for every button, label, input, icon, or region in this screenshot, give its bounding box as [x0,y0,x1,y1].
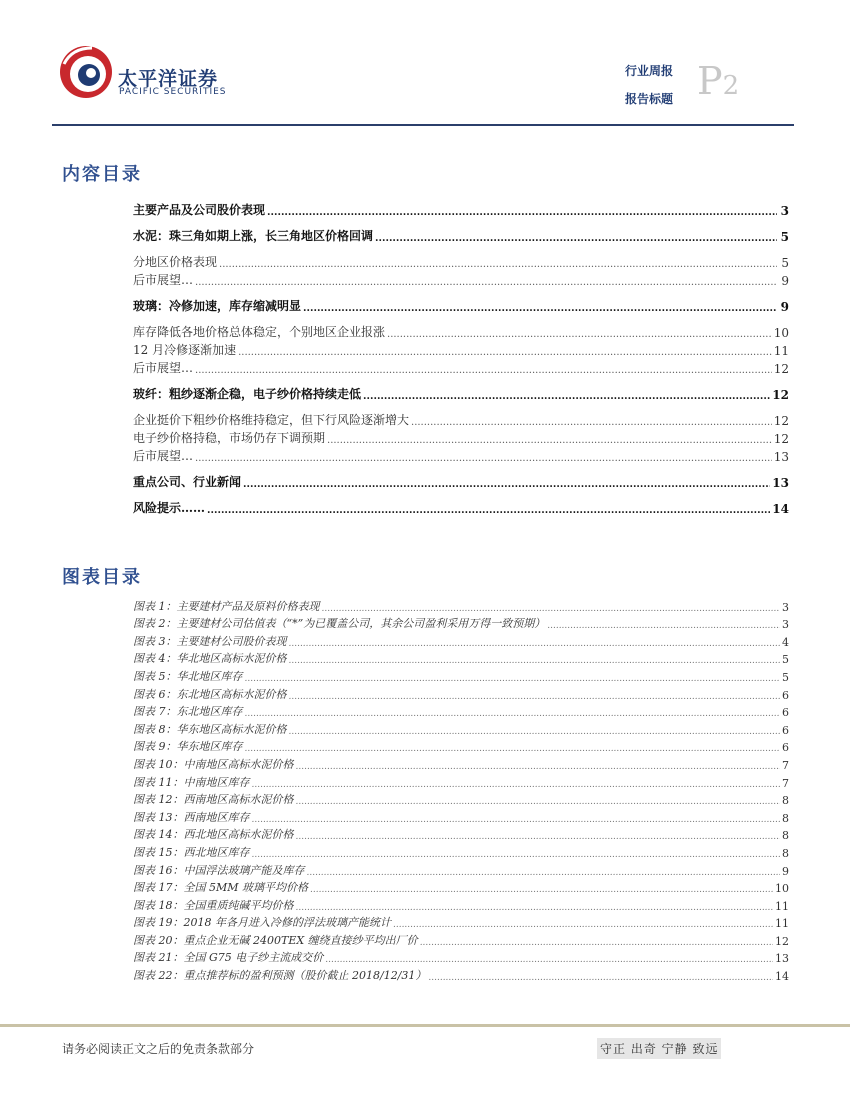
toc-entry[interactable] [133,410,789,428]
table-of-contents [133,200,789,516]
figure-entry[interactable] [133,895,789,913]
figure-leader-dots [296,797,781,807]
toc-entry[interactable] [133,322,789,340]
toc-entry[interactable] [133,252,789,270]
figure-entry-page: 9 [782,864,789,878]
page-header [0,0,850,130]
toc-entry-label: 后市展望… [133,361,194,375]
figure-entry[interactable] [133,631,789,649]
figure-entry-label: 图表 15：西北地区库存 [133,845,250,859]
figure-entry[interactable] [133,842,789,860]
toc-leader-dots [195,277,777,288]
figure-leader-dots [252,815,781,825]
toc-entry-page: 12 [773,432,789,446]
footer-disclaimer: 请务必阅读正文之后的免责条款部分 [62,1042,255,1056]
figure-leader-dots [296,832,781,842]
figure-entry-label: 图表 4：华北地区高标水泥价格 [133,652,287,666]
figure-leader-dots [322,604,781,614]
figure-entry[interactable] [133,790,789,808]
toc-entry-label: 电子纱价格持稳，市场仍存下调预期 [133,431,326,445]
figure-leader-dots [289,692,781,702]
figure-entry-label: 图表 19：2018 年各月进入冷修的浮法玻璃产能统计 [133,916,391,930]
figure-entry-page: 10 [775,882,789,896]
figure-entry[interactable] [133,807,789,825]
figure-entry-page: 5 [782,653,789,667]
figure-entry[interactable] [133,702,789,720]
figure-entry-page: 7 [782,776,789,790]
toc-entry-page: 9 [780,300,789,314]
figure-entry[interactable] [133,948,789,966]
figure-entry-label: 图表 5：华北地区库存 [133,669,243,683]
toc-leader-dots [243,479,770,490]
figure-leader-dots [307,868,781,878]
figure-entry[interactable] [133,754,789,772]
toc-entry[interactable] [133,446,789,464]
figure-entry-page: 8 [782,829,789,843]
toc-entry[interactable] [133,358,789,376]
toc-entry-page: 5 [780,230,789,244]
figure-entry-label: 图表 14：西北地区高标水泥价格 [133,828,294,842]
toc-leader-dots [219,259,777,270]
toc-entry[interactable] [133,270,789,288]
figure-entry[interactable] [133,772,789,790]
figure-leader-dots [289,727,781,737]
figure-entry-label: 图表 22：重点推荐标的盈利预测（股价截止 2018/12/31） [133,969,427,983]
figure-leader-dots [245,709,781,719]
figures-title: 图表目录 [62,567,142,588]
toc-entry[interactable] [133,296,789,314]
header-divider [52,124,794,126]
toc-leader-dots [375,233,777,244]
toc-entry-page: 5 [781,256,789,270]
toc-entry-page: 12 [773,362,789,376]
toc-entry[interactable] [133,384,789,402]
figure-leader-dots [325,955,773,965]
figure-leader-dots [420,938,773,948]
figure-entry-label: 图表 7：东北地区库存 [133,705,243,719]
toc-entry-label: 库存降低各地价格总体稳定，个别地区企业报涨 [133,325,386,339]
toc-entry-page: 9 [781,274,789,288]
footer-divider [0,1024,850,1027]
figure-entry-label: 图表 18：全国重质纯碱平均价格 [133,898,294,912]
figure-entry-label: 图表 1：主要建材产品及原料价格表现 [133,599,320,613]
figure-entry-label: 图表 11：中南地区库存 [133,775,250,789]
figure-entry-page: 11 [775,917,789,931]
figure-entry[interactable] [133,614,789,632]
footer-motto: 守正 出奇 宁静 致远 [597,1038,721,1059]
toc-entry-label: 水泥：珠三角如期上涨，长三角地区价格回调 [133,229,374,243]
toc-entry[interactable] [133,472,789,490]
figure-leader-dots [289,656,781,666]
figure-leader-dots [252,780,781,790]
toc-entry-label: 企业挺价下粗纱价格维持稳定，但下行风险逐渐增大 [133,413,410,427]
figure-entry[interactable] [133,825,789,843]
figure-entry-label: 图表 9：华东地区库存 [133,740,243,754]
figure-entry-label: 图表 3：主要建材公司股价表现 [133,634,287,648]
figure-entry-page: 6 [782,688,789,702]
report-type: 行业周报 [625,64,674,78]
toc-entry-page: 12 [772,388,789,402]
figure-entry-label: 图表 8：华东地区高标水泥价格 [133,722,287,736]
figure-leader-dots [310,885,773,895]
toc-entry-page: 3 [780,204,789,218]
figure-entry-page: 13 [775,952,789,966]
figure-entry-label: 图表 16：中国浮法玻璃产能及库存 [133,863,305,877]
figure-entry[interactable] [133,649,789,667]
figure-entry-page: 14 [775,970,789,984]
page-prefix: P [697,59,723,103]
figure-entry-label: 图表 17：全国 5MM 玻璃平均价格 [133,881,309,895]
figure-entry[interactable] [133,878,789,896]
figure-entry-label: 图表 10：中南地区高标水泥价格 [133,757,294,771]
toc-leader-dots [327,435,772,446]
figure-entry-page: 11 [775,899,789,913]
figure-leader-dots [245,744,781,754]
figure-entry-page: 12 [775,934,789,948]
figure-leader-dots [296,762,781,772]
figure-entry-page: 7 [782,758,789,772]
toc-entry[interactable] [133,226,789,244]
toc-leader-dots [207,505,770,516]
figure-leader-dots [547,621,780,631]
figure-entry[interactable] [133,930,789,948]
toc-leader-dots [387,329,772,340]
figure-entry[interactable] [133,965,789,983]
toc-leader-dots [195,453,772,464]
toc-entry-label: 玻璃：冷修加速，库存缩减明显 [133,299,302,313]
toc-entry-label: 12 月冷修逐渐加速 [133,343,237,357]
toc-entry-label: 重点公司、行业新闻 [133,475,242,489]
toc-leader-dots [411,417,772,428]
toc-entry[interactable] [133,428,789,446]
toc-entry[interactable] [133,498,789,516]
pacific-securities-logo-icon [58,44,114,100]
figure-leader-dots [252,850,781,860]
figure-leader-dots [245,674,781,684]
list-of-figures [133,596,789,983]
toc-entry-page: 11 [773,344,789,358]
toc-entry-page: 13 [772,476,789,490]
figure-entry[interactable] [133,913,789,931]
figure-entry[interactable] [133,596,789,614]
figure-entry-page: 4 [782,635,789,649]
figure-entry-label: 图表 13：西南地区库存 [133,810,250,824]
toc-entry-page: 14 [772,502,789,516]
toc-leader-dots [267,207,777,218]
figure-entry-label: 图表 12：西南地区高标水泥价格 [133,793,294,807]
figure-leader-dots [393,920,773,930]
toc-entry-label: 后市展望… [133,273,194,287]
figure-entry-page: 8 [782,794,789,808]
figure-entry-page: 6 [782,741,789,755]
figure-entry-label: 图表 21：全国 G75 电子纱主流成交价 [133,951,324,965]
toc-leader-dots [195,365,772,376]
figure-entry[interactable] [133,737,789,755]
toc-entry-label: 风险提示…… [133,501,206,515]
figure-entry-label: 图表 6：东北地区高标水泥价格 [133,687,287,701]
figure-entry[interactable] [133,684,789,702]
figure-entry-page: 6 [782,723,789,737]
toc-entry-label: 分地区价格表现 [133,255,218,269]
toc-entry[interactable] [133,340,789,358]
brand-name-cn: 太平洋证券 [118,68,219,90]
figure-leader-dots [296,903,774,913]
toc-entry-label: 主要产品及公司股价表现 [133,203,266,217]
figure-entry[interactable] [133,719,789,737]
toc-title: 内容目录 [62,164,142,185]
toc-entry-page: 10 [773,326,789,340]
toc-entry-label: 玻纤：粗纱逐渐企稳，电子纱价格持续走低 [133,387,362,401]
toc-entry-label: 后市展望… [133,449,194,463]
page-number [697,59,740,103]
figure-entry-page: 6 [782,706,789,720]
toc-entry[interactable] [133,200,789,218]
toc-leader-dots [238,347,772,358]
figure-entry-page: 3 [782,618,789,632]
figure-entry-label: 图表 20：重点企业无碱 2400TEX 缠绕直接纱平均出厂价 [133,933,418,947]
figure-entry-page: 5 [782,670,789,684]
toc-leader-dots [303,303,777,314]
figure-entry-page: 8 [782,811,789,825]
figure-entry[interactable] [133,860,789,878]
page-number-value: 2 [722,71,740,101]
brand-name-en: PACIFIC SECURITIES [119,87,227,97]
figure-entry-page: 8 [782,846,789,860]
toc-entry-page: 13 [773,450,789,464]
figure-leader-dots [428,973,773,983]
figure-entry-page: 3 [782,600,789,614]
report-title: 报告标题 [625,92,674,106]
figure-entry[interactable] [133,666,789,684]
toc-leader-dots [363,391,770,402]
figure-leader-dots [289,639,781,649]
toc-entry-page: 12 [773,414,789,428]
figure-entry-label: 图表 2：主要建材公司估值表（“*”为已覆盖公司，其余公司盈利采用万得一致预期） [133,617,546,631]
